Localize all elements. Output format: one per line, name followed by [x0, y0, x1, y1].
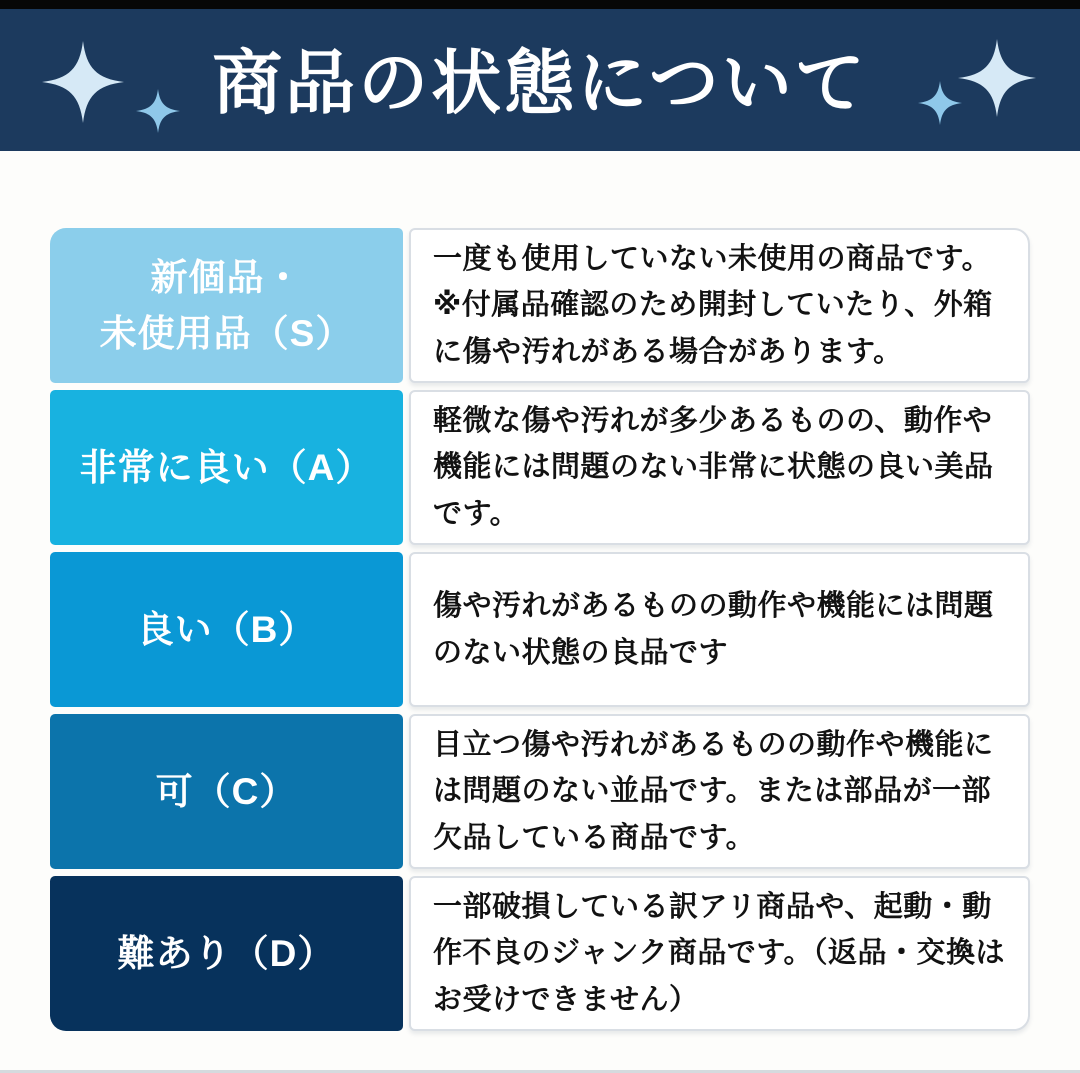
grade-cell-c: [50, 714, 403, 869]
description-cell: [409, 552, 1030, 707]
description-text: 傷や汚れがあるものの動作や機能には問題のない状態の良品です: [433, 590, 994, 669]
grade-cell-a: [50, 390, 403, 545]
grade-cell-d: [50, 876, 403, 1031]
grade-cell-b: [50, 552, 403, 707]
sparkle-icon: [958, 39, 1036, 117]
page-title: 商品の状態について: [212, 44, 868, 122]
description-text: 一度も使用していない未使用の商品です。※付属品確認のため開封していたり、外箱に傷や汚れがある場合があります。: [433, 242, 993, 368]
description-cell: [409, 390, 1030, 545]
description-cell: [409, 228, 1030, 383]
condition-table: [50, 228, 1030, 1031]
header-banner: [0, 9, 1080, 151]
condition-row-d: [50, 876, 1030, 1031]
sparkle-icon: [42, 41, 124, 123]
grade-cell-s: [50, 228, 403, 383]
condition-row-b: [50, 552, 1030, 707]
grade-label-line: 未使用品（S）: [99, 312, 354, 354]
grade-label-line: 非常に良い（A）: [79, 446, 374, 488]
grade-label-line: 新個品・: [150, 257, 303, 298]
description-text: 一部破損している訳アリ商品や、起動・動作不良のジャンク商品です。（返品・交換はお受けできません）: [433, 890, 1006, 1016]
sparkle-icon: [918, 81, 962, 125]
description-cell: [409, 876, 1030, 1031]
grade-label-line: 難あり（D）: [117, 932, 336, 974]
condition-row-a: [50, 390, 1030, 545]
condition-row-c: [50, 714, 1030, 869]
grade-label-line: 可（C）: [155, 770, 298, 812]
description-text: 目立つ傷や汚れがあるものの動作や機能には問題のない並品です。または部品が一部欠品している商品です。: [433, 728, 994, 854]
condition-row-s: [50, 228, 1030, 383]
description-text: 軽微な傷や汚れが多少あるものの、動作や機能には問題のない非常に状態の良い美品です。: [433, 404, 994, 530]
grade-label-line: 良い（B）: [136, 608, 317, 650]
top-letterbox-bar: [0, 0, 1080, 9]
sparkle-icon: [136, 89, 180, 133]
description-cell: [409, 714, 1030, 869]
